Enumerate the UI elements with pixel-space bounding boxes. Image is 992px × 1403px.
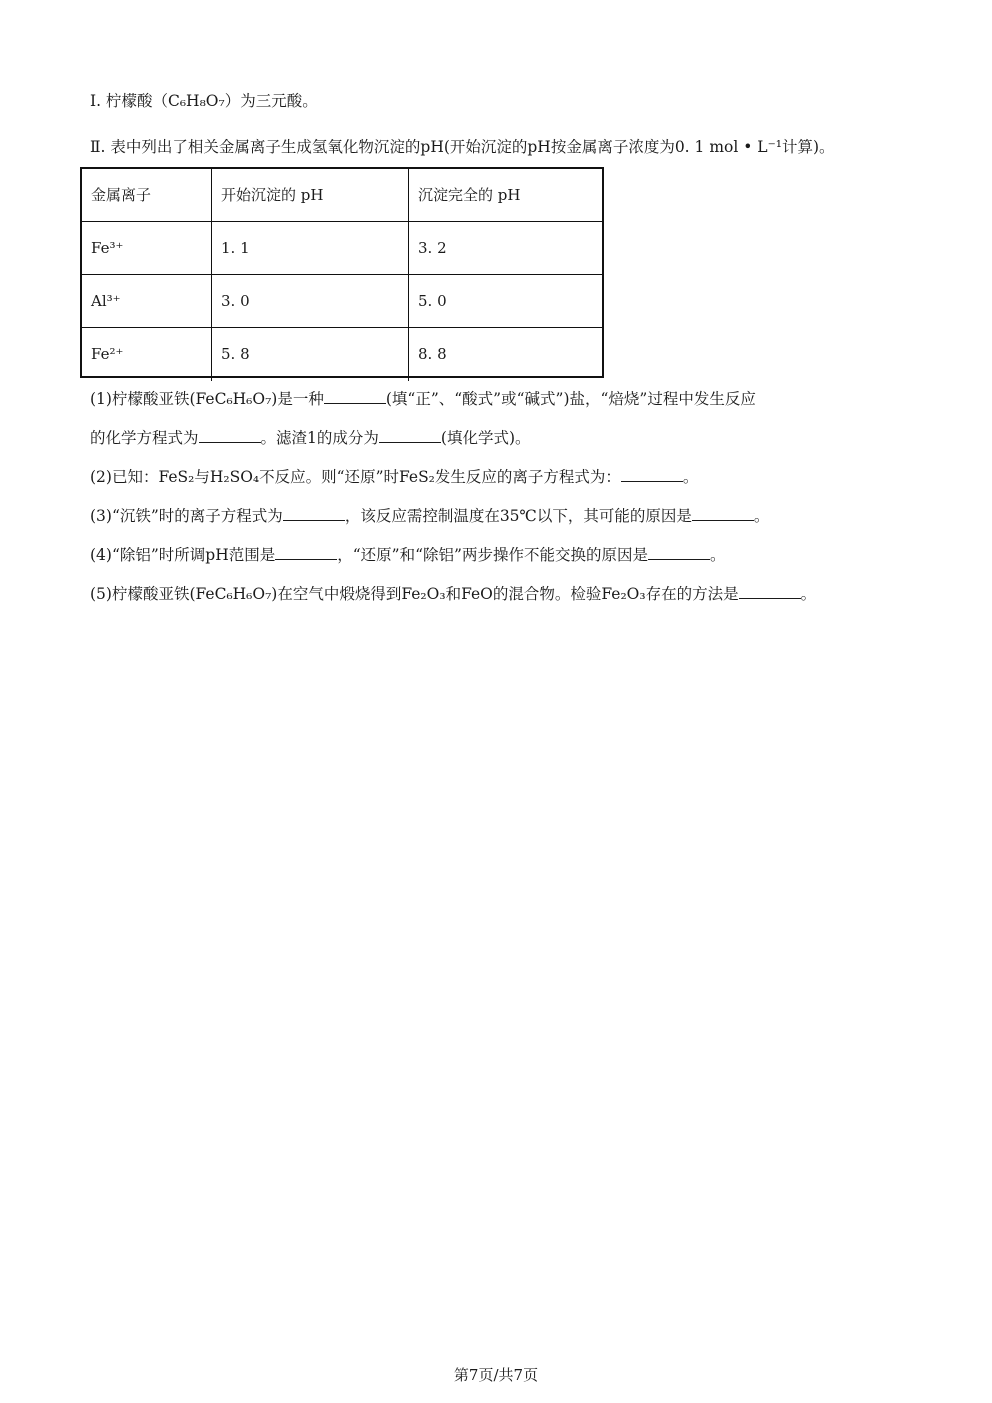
start-ph-cell: 3. 0 [212, 275, 409, 327]
note-citric-acid: I. 柠檬酸（C₆H₈O₇）为三元酸。 [90, 92, 318, 110]
question-2 [90, 465, 698, 488]
q1-blank-3[interactable] [379, 426, 441, 443]
question-4 [90, 543, 725, 566]
q1-blank-1[interactable] [324, 387, 386, 404]
complete-ph-cell: 8. 8 [418, 345, 447, 363]
table-row [82, 275, 602, 328]
ph-table [80, 167, 604, 378]
complete-ph-cell: 5. 0 [418, 292, 447, 310]
q4-blank-1[interactable] [275, 543, 337, 560]
q3-blank-1[interactable] [283, 504, 345, 521]
complete-ph-cell: 3. 2 [418, 239, 447, 257]
table-row [82, 328, 602, 381]
q4-text-b: ，“还原”和“除铝”两步操作不能交换的原因是 [337, 546, 648, 564]
q3-blank-2[interactable] [692, 504, 754, 521]
q3-text-b: ，该反应需控制温度在35℃以下，其可能的原因是 [344, 507, 692, 525]
question-5 [90, 582, 816, 605]
q4-blank-2[interactable] [648, 543, 710, 560]
start-ph-cell: 1. 1 [212, 222, 409, 274]
start-ph-cell: 5. 8 [212, 328, 409, 381]
q3-text-a: (3)“沉铁”时的离子方程式为 [90, 507, 283, 525]
ion-cell: Al³⁺ [82, 275, 212, 327]
ion-cell: Fe³⁺ [82, 222, 212, 274]
q2-text-a: (2)已知：FeS₂与H₂SO₄不反应。则“还原”时FeS₂发生反应的离子方程式为： [90, 468, 621, 486]
q1-text-a: (1)柠檬酸亚铁(FeC₆H₆O₇)是一种 [90, 390, 324, 408]
question-1-line2 [90, 426, 531, 449]
q4-text-a: (4)“除铝”时所调pH范围是 [90, 546, 276, 564]
header-metal-ion: 金属离子 [82, 169, 212, 221]
table-row [82, 222, 602, 275]
ion-cell: Fe²⁺ [82, 328, 212, 381]
table-header-row [82, 169, 602, 222]
q5-blank[interactable] [739, 582, 801, 599]
question-1-line1 [90, 387, 756, 410]
q2-text-b: 。 [682, 468, 699, 486]
q1-text-c: 的化学方程式为 [90, 429, 199, 447]
header-start-ph: 开始沉淀的 pH [212, 169, 409, 221]
question-3 [90, 504, 769, 527]
q1-text-b: (填“正”、“酸式”或“碱式”)盐，“焙烧”过程中发生反应 [385, 390, 756, 408]
q4-text-c: 。 [709, 546, 726, 564]
q5-text-a: (5)柠檬酸亚铁(FeC₆H₆O₇)在空气中煅烧得到Fe₂O₃和FeO的混合物。检验Fe₂O₃存在的方法是 [90, 585, 739, 603]
q3-text-c: 。 [753, 507, 770, 525]
q2-blank[interactable] [621, 465, 683, 482]
note-table-intro: Ⅱ. 表中列出了相关金属离子生成氢氧化物沉淀的pH(开始沉淀的pH按金属离子浓度为0. 1 mol • L⁻¹计算)。 [90, 138, 835, 156]
q1-blank-2[interactable] [199, 426, 261, 443]
q1-text-d: 。滤渣1的成分为 [260, 429, 379, 447]
q5-text-b: 。 [800, 585, 817, 603]
q1-text-e: (填化学式)。 [440, 429, 531, 447]
page-footer: 第7页/共7页 [453, 1366, 539, 1384]
header-complete-ph: 沉淀完全的 pH [418, 186, 521, 204]
